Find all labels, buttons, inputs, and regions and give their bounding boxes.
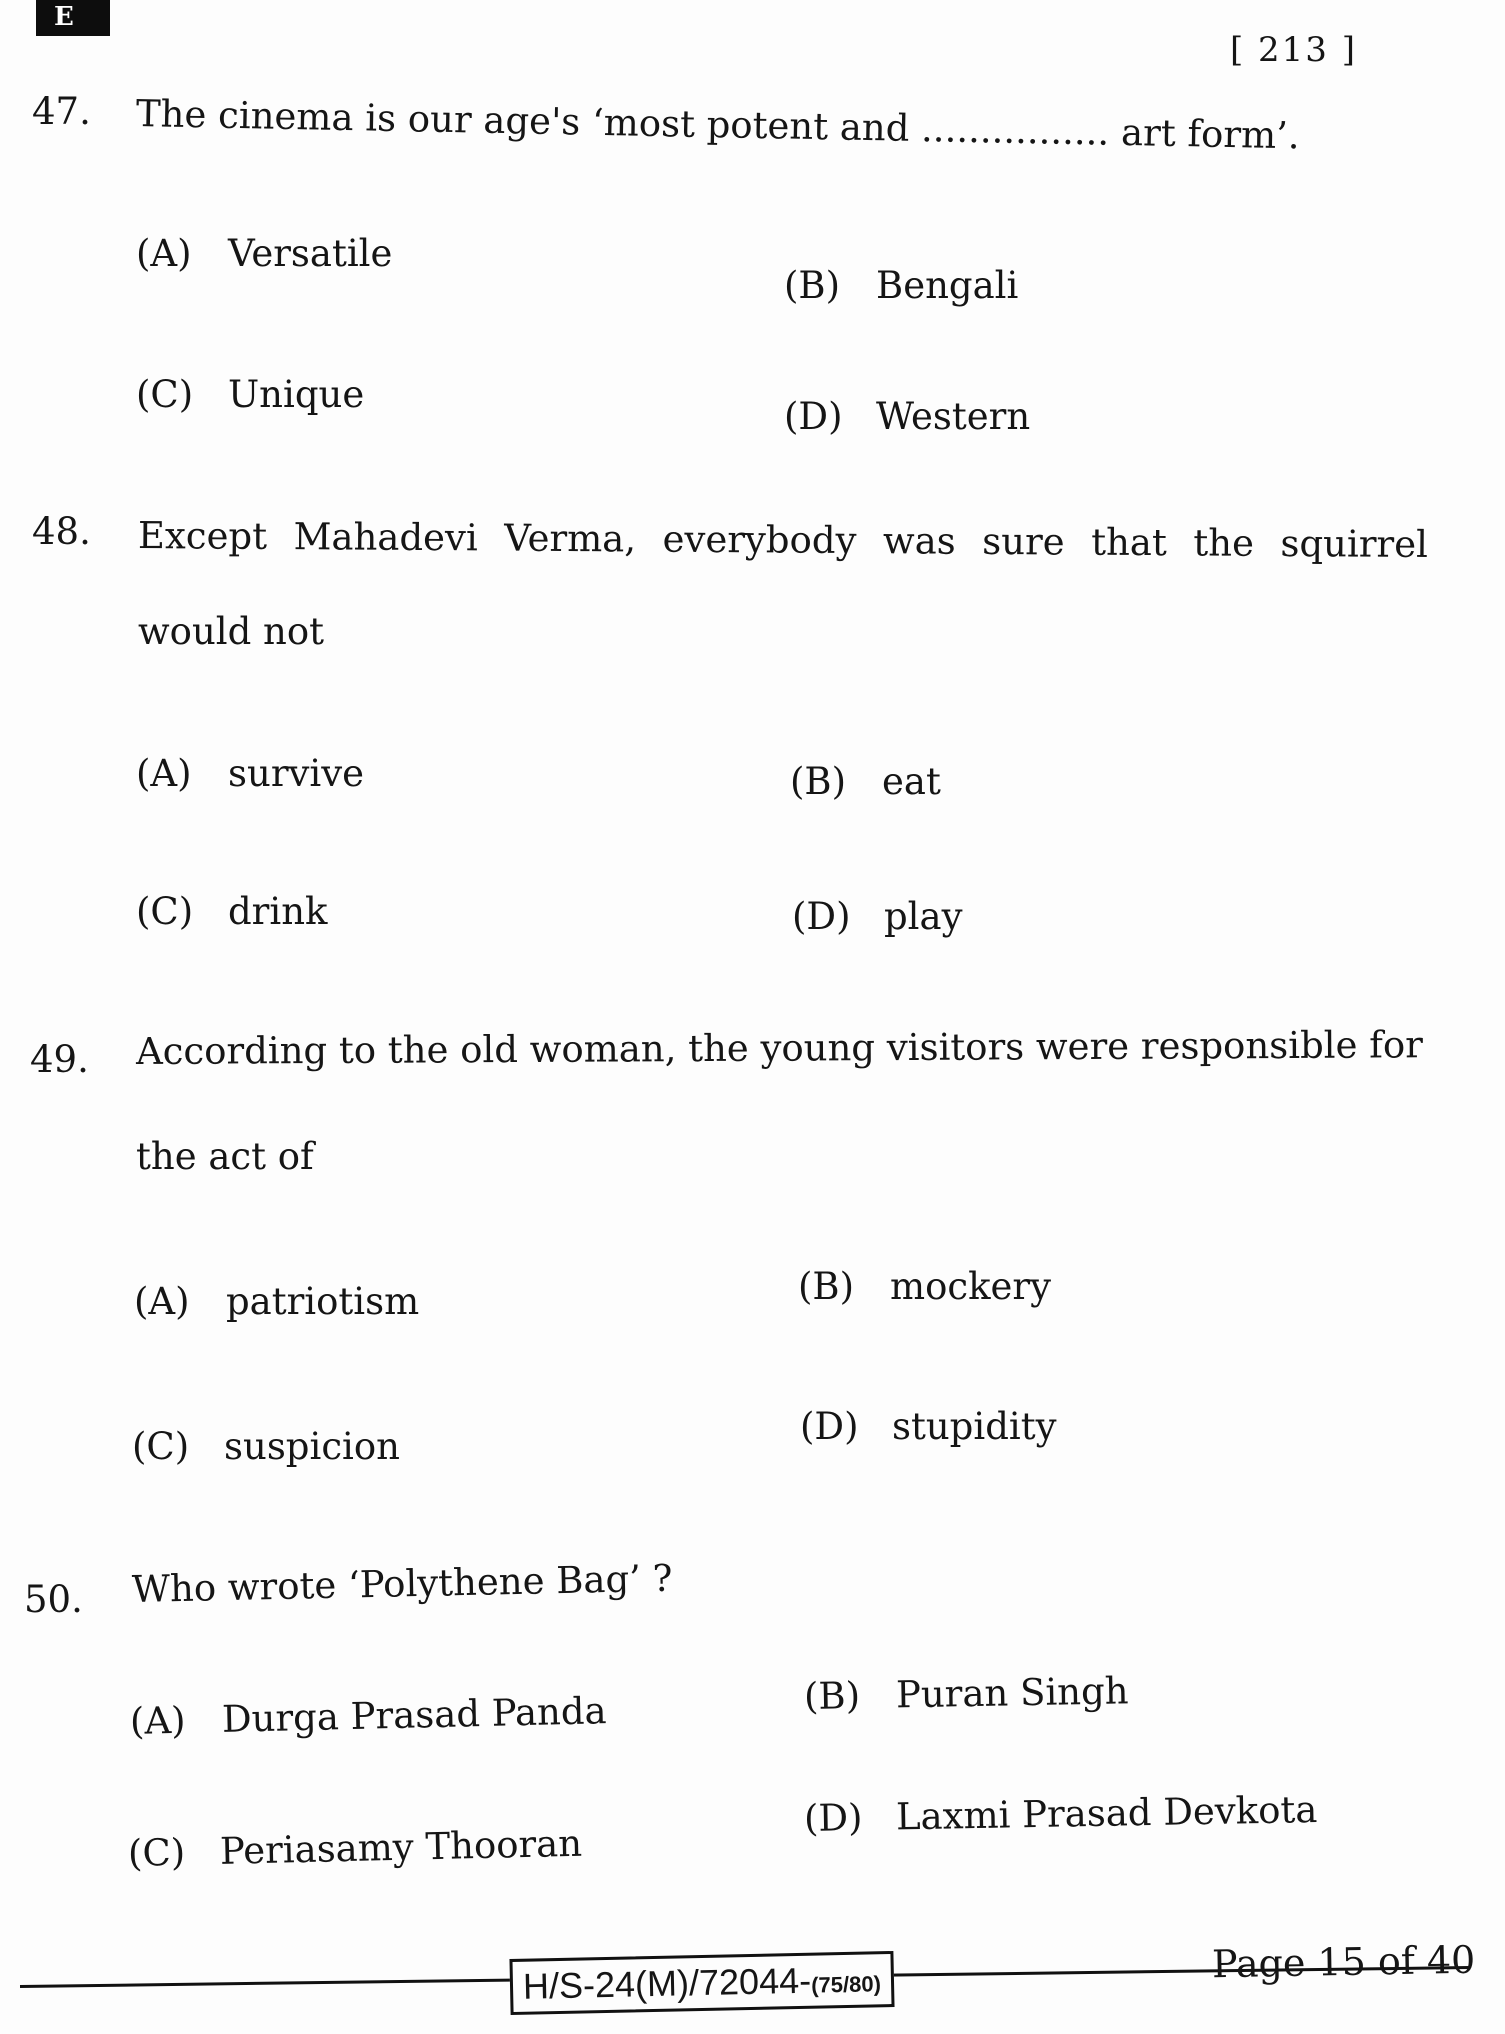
corner-mark — [36, 0, 110, 36]
question-number: 49. — [30, 1038, 89, 1081]
question-number: 47. — [32, 90, 91, 133]
question-text: The cinema is our age's ‘most potent and ................ art form’. — [135, 92, 1301, 158]
page-code: [ 213 ] — [1229, 30, 1357, 70]
question-number: 50. — [24, 1578, 83, 1621]
paper-code: H/S-24(M)/72044-(75/80) — [509, 1951, 894, 2015]
option-c[interactable]: (C) suspicion — [132, 1425, 400, 1468]
question-text-line2: would not — [138, 610, 325, 653]
question-text-line2: the act of — [136, 1135, 314, 1178]
option-b[interactable]: (B) eat — [790, 760, 941, 803]
option-d[interactable]: (D) Western — [784, 395, 1031, 438]
question-text: Who wrote ‘Polythene Bag’ ? — [131, 1556, 673, 1611]
option-a[interactable]: (A) Durga Prasad Panda — [129, 1689, 608, 1743]
corner-mark-letter: E — [54, 2, 74, 32]
option-b[interactable]: (B) mockery — [798, 1265, 1051, 1308]
question-text-line1: Except Mahadevi Verma, everybody was sure that the squirrel — [137, 514, 1429, 567]
option-d[interactable]: (D) play — [792, 895, 963, 938]
option-d[interactable]: (D) Laxmi Prasad Devkota — [803, 1788, 1318, 1840]
option-a[interactable]: (A) survive — [136, 752, 365, 795]
option-b[interactable]: (B) Bengali — [784, 264, 1019, 307]
option-c[interactable]: (C) drink — [136, 890, 328, 933]
option-c[interactable]: (C) Unique — [136, 373, 365, 416]
option-b[interactable]: (B) Puran Singh — [803, 1669, 1129, 1718]
question-number: 48. — [32, 510, 91, 553]
option-c[interactable]: (C) Periasamy Thooran — [127, 1821, 583, 1875]
option-a[interactable]: (A) Versatile — [136, 232, 393, 275]
option-d[interactable]: (D) stupidity — [800, 1405, 1057, 1448]
question-text-line1: According to the old woman, the young visitors were responsible for — [135, 1023, 1423, 1073]
page-indicator: Page 15 of 40 — [1211, 1937, 1476, 1987]
option-a[interactable]: (A) patriotism — [134, 1280, 420, 1323]
